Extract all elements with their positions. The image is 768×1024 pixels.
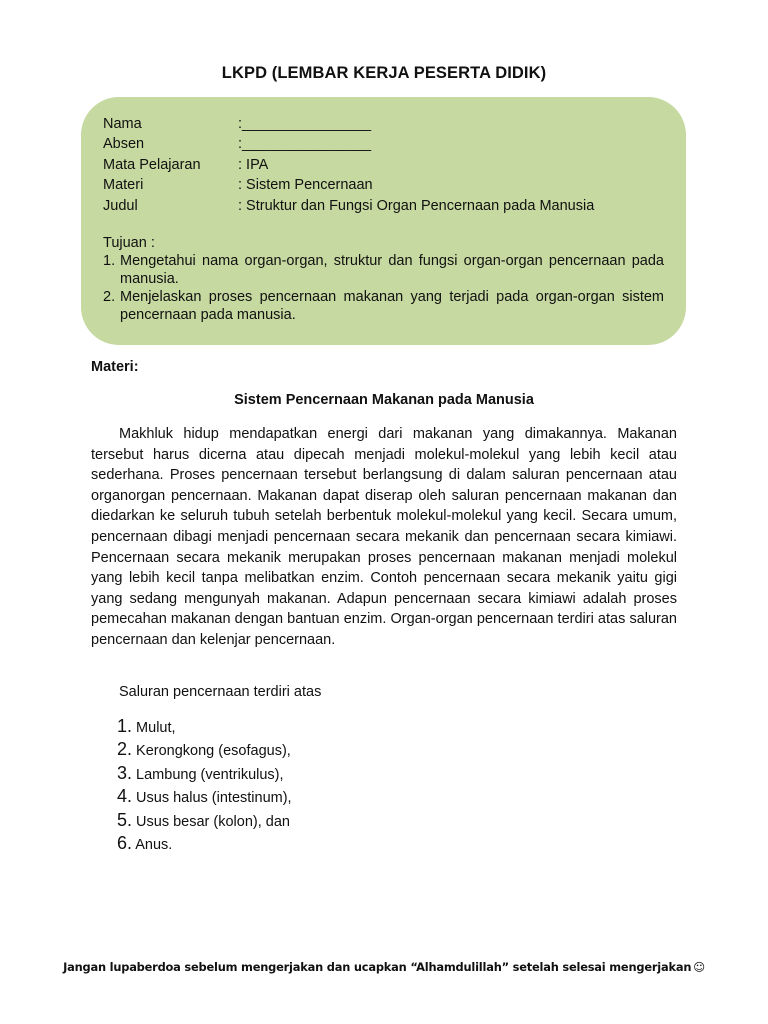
list-text: Mulut,	[136, 720, 176, 736]
list-text: Usus halus (intestinum),	[136, 790, 292, 807]
list-number: 2.	[117, 739, 133, 760]
materi-paragraph: Makhluk hidup mendapatkan energi dari makanan yang dimakannya. Makanan tersebut harus dicerna atau dipecah menjadi molekul-molekul yang lebih kecil atau sederhana. Proses pencernaan tersebut berlangsung di dalam saluran pencernaan atau organorgan pencernaan. Makanan dapat diserap oleh saluran pencernaan makanan dan diedarkan ke seluruh tubuh setelah berbentuk molekul-molekul yang kecil. Secara umum, pencernaan dibagi menjadi pencernaan secara mekanik dan pencernaan secara kimiawi. Pencernaan secara mekanik merupakan proses pencernaan makanan menjadi molekul yang lebih kecil tanpa melibatkan enzim. Contoh pencernaan secara mekanik yaitu gigi yang sedang mengunyah makanan. Adapun pencernaan secara kimiawi adalah proses pemecahan makanan dengan bantuan enzim. Organ-organ pencernaan terdiri atas saluran pencernaan dan kelenjar pencernaan.	[91, 426, 677, 648]
tujuan-label: Tujuan :	[103, 234, 155, 251]
tujuan-item	[103, 252, 664, 288]
info-row-mata-pelajaran	[103, 155, 664, 175]
info-row-nama	[103, 114, 664, 134]
list-item	[117, 785, 292, 808]
saluran-list	[117, 715, 292, 855]
list-number: 4.	[117, 786, 133, 807]
name-blank: :________________	[238, 116, 372, 132]
info-label: Judul	[103, 197, 138, 214]
list-number: 3.	[117, 762, 133, 783]
info-label: Mata Pelajaran	[103, 156, 201, 173]
list-number: 1.	[117, 716, 133, 736]
list-item	[117, 738, 292, 761]
list-item	[117, 832, 292, 855]
list-item	[117, 809, 292, 832]
tujuan-text: Mengetahui nama organ-organ, struktur dan fungsi organ-organ pencernaan pada manusia.	[120, 252, 664, 287]
saluran-intro: Saluran pencernaan terdiri atas	[119, 684, 322, 700]
info-row-absen	[103, 134, 664, 154]
info-row-judul	[103, 196, 664, 216]
list-item	[117, 715, 292, 738]
smiley-face-icon: ☺	[693, 960, 705, 974]
materi-heading: Sistem Pencernaan Makanan pada Manusia	[234, 392, 534, 408]
list-number: 6.	[117, 832, 133, 853]
info-row-materi	[103, 175, 664, 195]
info-value: : Struktur dan Fungsi Organ Pencernaan pada Manusia	[238, 197, 595, 214]
page-title: LKPD (LEMBAR KERJA PESERTA DIDIK)	[221, 64, 547, 82]
info-label: Absen	[103, 136, 145, 153]
footer-text: Jangan lupaberdoa sebelum mengerjakan dan ucapkan “Alhamdulillah” setelah selesai mengerjakan	[63, 960, 692, 974]
list-number: 5.	[117, 809, 133, 830]
list-text: Anus.	[135, 836, 173, 853]
footer-note	[0, 960, 768, 974]
tujuan-number: 2.	[103, 288, 116, 305]
tujuan-number: 1.	[103, 252, 116, 269]
absen-blank: :________________	[238, 136, 372, 153]
info-value: : Sistem Pencernaan	[238, 177, 373, 194]
student-info-box	[81, 97, 686, 345]
list-text: Kerongkong (esofagus),	[136, 743, 291, 760]
tujuan-text: Menjelaskan proses pencernaan makanan yang terjadi pada organ-organ sistem pencernaan pada manusia.	[120, 288, 664, 323]
materi-label: Materi:	[91, 359, 139, 375]
info-value: : IPA	[238, 156, 269, 173]
info-label: Materi	[103, 177, 144, 194]
tujuan-item	[103, 288, 664, 324]
list-text: Usus besar (kolon), dan	[136, 813, 290, 830]
tujuan-list	[103, 252, 664, 324]
list-text: Lambung (ventrikulus),	[136, 766, 284, 783]
list-item	[117, 762, 292, 785]
info-label: Nama	[103, 116, 142, 132]
